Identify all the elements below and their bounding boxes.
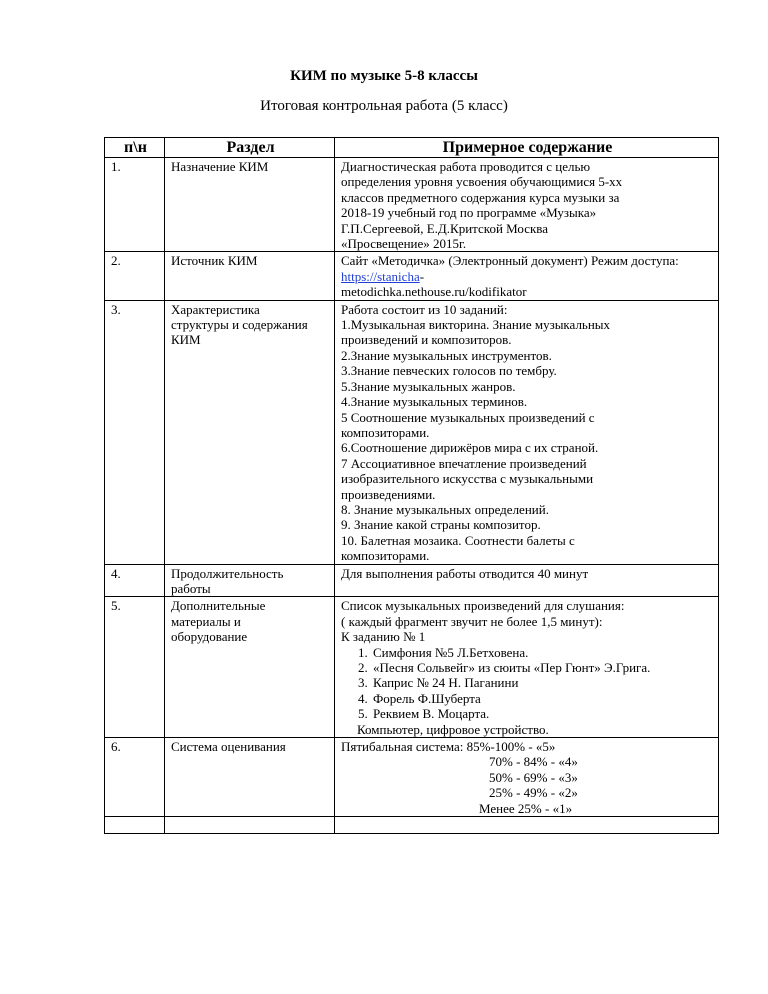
- table-row: [105, 158, 719, 252]
- content-line: К заданию № 1: [341, 629, 426, 645]
- row-section: Назначение КИМ: [165, 158, 335, 252]
- row-content: [335, 738, 719, 817]
- section-line: оборудование: [171, 629, 248, 645]
- section-line: Продолжительность: [171, 565, 284, 581]
- list-item: 5. Реквием В. Моцарта.: [371, 706, 714, 721]
- content-line: ( каждый фрагмент звучит не более 1,5 минут):: [341, 613, 603, 629]
- content-line: композиторами.: [341, 548, 430, 564]
- header-num: п\н: [105, 138, 165, 158]
- content-line: 2.Знание музыкальных инструментов.: [341, 347, 552, 363]
- content-line: Для выполнения работы отводится 40 минут: [341, 565, 589, 581]
- content-text-dash: -: [419, 268, 425, 284]
- section-line: КИМ: [171, 332, 201, 348]
- content-line: определения уровня усвоения обучающимися 5-хх: [341, 174, 623, 190]
- table-row: [105, 738, 719, 817]
- content-line: Диагностическая работа проводится с целью: [341, 159, 591, 174]
- row-number: 6.: [105, 738, 165, 817]
- section-line: Характеристика: [171, 301, 260, 317]
- content-line: произведениями.: [341, 486, 436, 502]
- content-line: «Просвещение» 2015г.: [341, 236, 467, 252]
- grade-line: Пятибальная система: 85%-100% - «5»: [341, 739, 556, 755]
- content-line: 9. Знание какой страны композитор.: [341, 517, 541, 533]
- content-line: 10. Балетная мозаика. Соотнести балеты с: [341, 532, 575, 548]
- content-line: классов предметного содержания курса музыки за: [341, 189, 620, 205]
- grade-line: Менее 25% - «1»: [479, 800, 573, 816]
- kim-table: [104, 137, 719, 834]
- content-line: произведений и композиторов.: [341, 332, 512, 348]
- row-section: [165, 564, 335, 597]
- empty-cell: [105, 817, 165, 834]
- empty-cell: [335, 817, 719, 834]
- content-line: 4.Знание музыкальных терминов.: [341, 394, 528, 410]
- content-line: metodichka.nethouse.ru/kodifikator: [341, 284, 527, 300]
- row-content: [335, 564, 719, 597]
- list-item: 3. Каприс № 24 Н. Паганини: [371, 675, 714, 690]
- section-line: структуры и содержания: [171, 317, 308, 333]
- list-item: 1. Симфония №5 Л.Бетховена.: [371, 645, 714, 660]
- header-section: Раздел: [165, 138, 335, 158]
- row-section: [165, 300, 335, 564]
- row-content: [335, 158, 719, 252]
- content-text: Сайт «Методичка» (Электронный документ) Режим доступа:: [341, 253, 679, 269]
- content-line: 5.Знание музыкальных жанров.: [341, 378, 516, 394]
- list-item: 4. Форель Ф.Шуберта: [371, 691, 714, 706]
- section-line: материалы и: [171, 613, 241, 629]
- content-line: изобразительного искусства с музыкальными: [341, 471, 594, 487]
- table-row: [105, 252, 719, 300]
- grade-line: 50% - 69% - «3»: [489, 769, 578, 785]
- header-content: Примерное содержание: [335, 138, 719, 158]
- table-row-empty: [105, 817, 719, 834]
- section-line: Дополнительные: [171, 598, 266, 614]
- row-section: Система оценивания: [165, 738, 335, 817]
- section-line: работы: [171, 580, 211, 596]
- content-line: 1.Музыкальная викторина. Знание музыкальных: [341, 317, 611, 333]
- list-item: 2. «Песня Сольвейг» из сюиты «Пер Гюнт» Э.Грига.: [371, 660, 714, 675]
- content-line: Компьютер, цифровое устройство.: [357, 721, 549, 737]
- row-content: [335, 300, 719, 564]
- table-row: [105, 564, 719, 597]
- content-line: Работа состоит из 10 заданий:: [341, 301, 508, 317]
- source-link[interactable]: https://stanicha: [341, 268, 420, 284]
- content-line: 6.Соотношение дирижёров мира с их страной.: [341, 440, 599, 456]
- content-line: 2018-19 учебный год по программе «Музыка»: [341, 205, 597, 221]
- row-number: 3.: [105, 300, 165, 564]
- content-line: 5 Соотношение музыкальных произведений с: [341, 409, 595, 425]
- row-number: 5.: [105, 597, 165, 738]
- document-title: КИМ по музыке 5-8 классы: [290, 68, 478, 84]
- row-section: [165, 597, 335, 738]
- grade-line: 70% - 84% - «4»: [489, 754, 578, 770]
- row-section: Источник КИМ: [165, 252, 335, 300]
- content-line: Г.П.Сергеевой, Е.Д.Критской Москва: [341, 220, 549, 236]
- content-line: Список музыкальных произведений для слушания:: [341, 598, 625, 614]
- empty-cell: [165, 817, 335, 834]
- table-row: [105, 300, 719, 564]
- row-content: [335, 252, 719, 300]
- row-number: 1.: [105, 158, 165, 252]
- row-number: 2.: [105, 252, 165, 300]
- grade-line: 25% - 49% - «2»: [489, 785, 578, 801]
- listening-list: [341, 645, 714, 722]
- content-line: 8. Знание музыкальных определений.: [341, 501, 549, 517]
- content-line: 7 Ассоциативное впечатление произведений: [341, 455, 587, 471]
- row-number: 4.: [105, 564, 165, 597]
- table-header-row: [105, 138, 719, 158]
- content-line: 3.Знание певческих голосов по тембру.: [341, 363, 557, 379]
- table-row: [105, 597, 719, 738]
- row-content: [335, 597, 719, 738]
- content-line: композиторами.: [341, 424, 430, 440]
- document-subtitle: Итоговая контрольная работа (5 класс): [260, 98, 508, 114]
